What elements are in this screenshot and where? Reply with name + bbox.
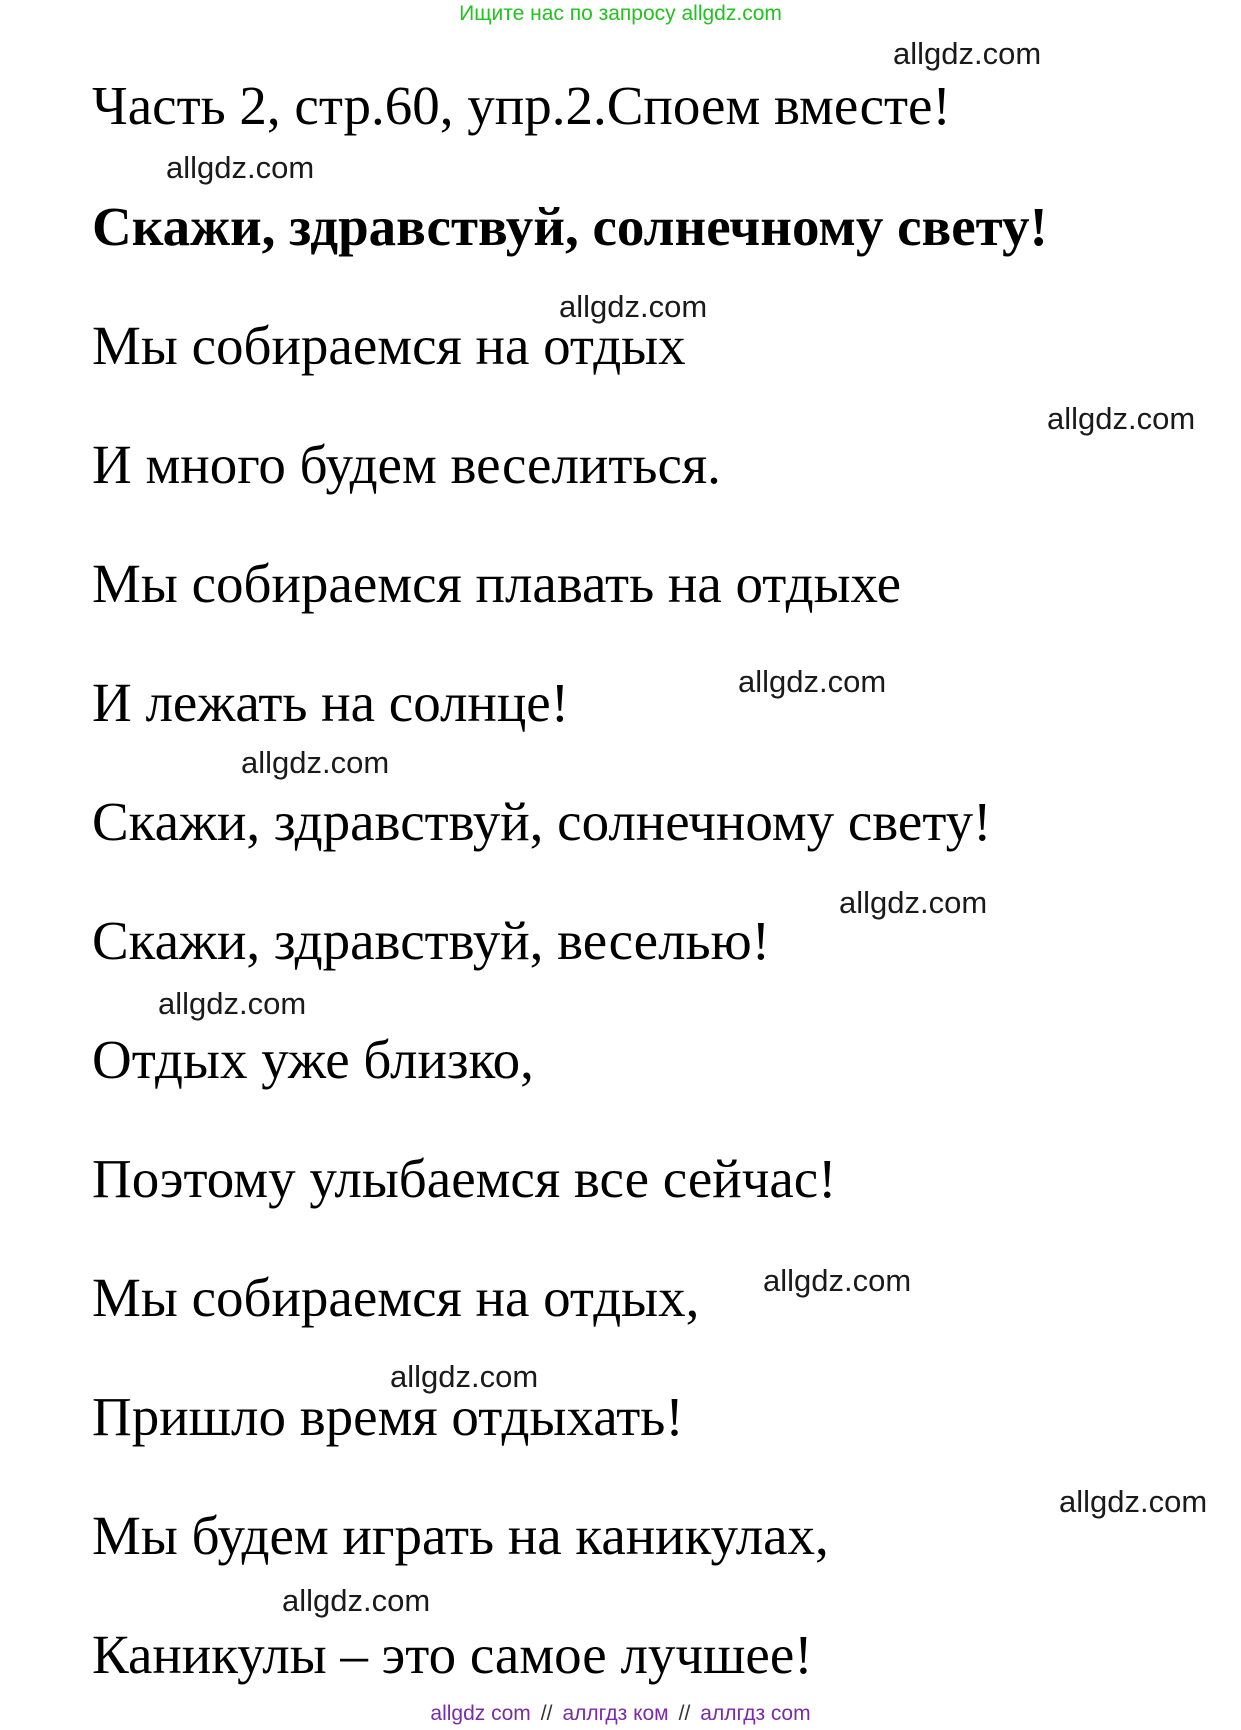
song-title: Скажи, здравствуй, солнечному свету! xyxy=(92,196,1048,257)
lyric-line: Скажи, здравствуй, солнечному свету! xyxy=(92,791,992,852)
watermark: allgdz.com xyxy=(1047,401,1196,436)
lyric-line: Пришло время отдыхать! xyxy=(92,1386,684,1447)
lyric-line: Мы собираемся на отдых xyxy=(92,315,686,376)
watermark: allgdz.com xyxy=(282,1583,431,1618)
footer-link[interactable]: аллгдз com xyxy=(700,1702,811,1725)
watermark: allgdz.com xyxy=(738,664,887,699)
footer-link[interactable]: allgdz com xyxy=(430,1702,531,1725)
lyric-line: Отдых уже близко, xyxy=(92,1029,534,1090)
footer-link[interactable]: аллгдз ком xyxy=(562,1702,669,1725)
lyric-line: Мы собираемся на отдых, xyxy=(92,1267,700,1328)
footer-separator: // xyxy=(678,1702,691,1725)
watermark: allgdz.com xyxy=(559,289,708,324)
lyric-line: Каникулы – это самое лучшее! xyxy=(92,1624,813,1685)
lyric-line: Мы будем играть на каникулах, xyxy=(92,1505,829,1566)
watermark: allgdz.com xyxy=(166,150,315,185)
watermark: allgdz.com xyxy=(839,885,988,920)
lyric-line: Мы собираемся плавать на отдыхе xyxy=(92,553,902,614)
page-heading: Часть 2, стр.60, упр.2.Споем вместе! xyxy=(92,75,951,136)
watermark: allgdz.com xyxy=(241,745,390,780)
footer-links xyxy=(0,1702,1241,1726)
lyric-line: И много будем веселиться. xyxy=(92,434,721,495)
top-search-banner[interactable]: Ищите нас по запросу allgdz.com xyxy=(459,2,782,25)
lyric-line: Поэтому улыбаемся все сейчас! xyxy=(92,1148,837,1209)
watermark: allgdz.com xyxy=(893,36,1042,71)
watermark: allgdz.com xyxy=(390,1359,539,1394)
watermark: allgdz.com xyxy=(1059,1484,1208,1519)
footer-separator: // xyxy=(540,1702,553,1725)
watermark: allgdz.com xyxy=(158,986,307,1021)
lyric-line: И лежать на солнце! xyxy=(92,672,570,733)
watermark: allgdz.com xyxy=(763,1263,912,1298)
lyric-line: Скажи, здравствуй, веселью! xyxy=(92,910,771,971)
